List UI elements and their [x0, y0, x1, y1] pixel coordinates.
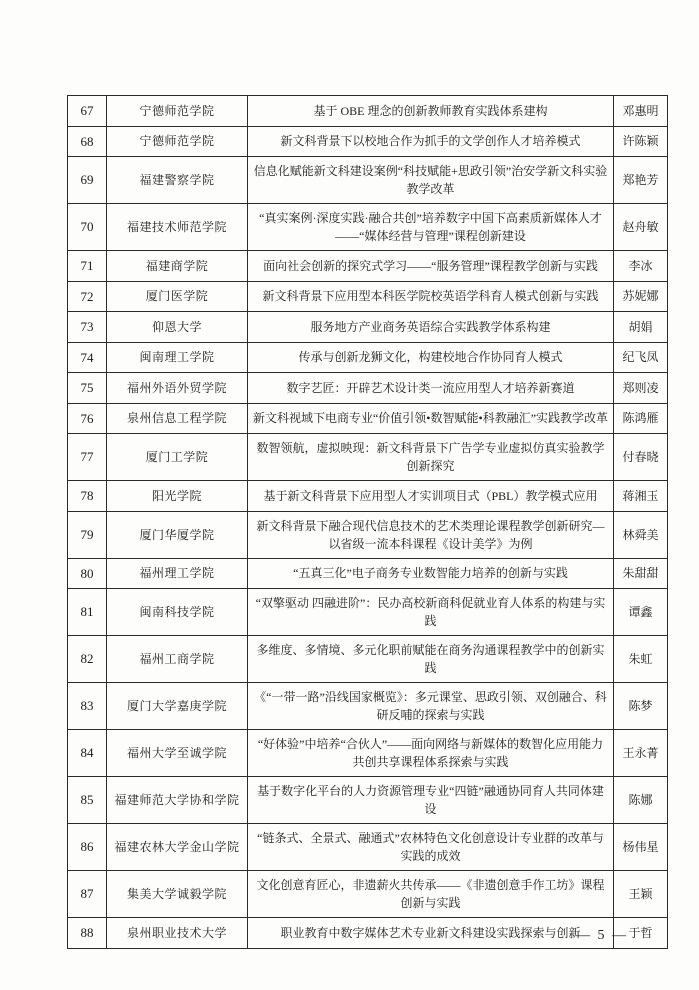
institution-cell: 福建师范大学协和学院 [107, 777, 248, 824]
row-number-cell: 70 [68, 204, 107, 251]
person-name-cell: 王永菁 [614, 730, 668, 777]
institution-cell: 仰恩大学 [107, 312, 248, 343]
project-title-cell: 面向社会创新的探究式学习——“服务管理”课程教学创新与实践 [248, 251, 614, 282]
person-name-cell: 朱虹 [614, 636, 668, 683]
project-title-cell: 传承与创新龙狮文化，构建校地合作协同育人模式 [248, 342, 614, 373]
project-title-cell: “链条式、全景式、融通式”农林特色文化创意设计专业群的改革与实践的成效 [248, 824, 614, 871]
row-number-cell: 79 [68, 511, 107, 558]
row-number-cell: 73 [68, 312, 107, 343]
project-title-cell: 新文科背景下应用型本科医学院校英语学科育人模式创新与实践 [248, 281, 614, 312]
institution-cell: 福州理工学院 [107, 558, 248, 589]
row-number-cell: 85 [68, 777, 107, 824]
institution-cell: 厦门大学嘉庚学院 [107, 683, 248, 730]
row-number-cell: 86 [68, 824, 107, 871]
person-name-cell: 陈娜 [614, 777, 668, 824]
table-row [68, 589, 668, 636]
institution-cell: 厦门医学院 [107, 281, 248, 312]
person-name-cell: 纪飞凤 [614, 342, 668, 373]
person-name-cell: 朱甜甜 [614, 558, 668, 589]
row-number-cell: 77 [68, 434, 107, 481]
institution-cell: 福建技术师范学院 [107, 204, 248, 251]
institution-cell: 闽南科技学院 [107, 589, 248, 636]
project-title-cell: 数智领航，虚拟映现：新文科背景下广告学专业虚拟仿真实验教学创新探究 [248, 434, 614, 481]
project-title-cell: 新文科背景下以校地合作为抓手的文学创作人才培养模式 [248, 126, 614, 157]
table-row [68, 683, 668, 730]
project-list-table [67, 95, 668, 949]
row-number-cell: 82 [68, 636, 107, 683]
table-row [68, 511, 668, 558]
project-title-cell: 基于 OBE 理念的创新教师教育实践体系建构 [248, 96, 614, 127]
institution-cell: 集美大学诚毅学院 [107, 871, 248, 918]
institution-cell: 福州大学至诚学院 [107, 730, 248, 777]
person-name-cell: 王颖 [614, 871, 668, 918]
person-name-cell: 陈鸿雁 [614, 403, 668, 434]
table-row [68, 373, 668, 404]
row-number-cell: 83 [68, 683, 107, 730]
row-number-cell: 69 [68, 157, 107, 204]
person-name-cell: 杨伟星 [614, 824, 668, 871]
row-number-cell: 76 [68, 403, 107, 434]
project-title-cell: “双擎驱动 四融进阶”：民办高校新商科促就业育人体系的构建与实践 [248, 589, 614, 636]
person-name-cell: 蒋湘玉 [614, 481, 668, 512]
table-row [68, 251, 668, 282]
institution-cell: 福建农林大学金山学院 [107, 824, 248, 871]
institution-cell: 阳光学院 [107, 481, 248, 512]
table-row [68, 777, 668, 824]
person-name-cell: 林舜美 [614, 511, 668, 558]
row-number-cell: 72 [68, 281, 107, 312]
person-name-cell: 赵舟敏 [614, 204, 668, 251]
institution-cell: 厦门华厦学院 [107, 511, 248, 558]
person-name-cell: 陈梦 [614, 683, 668, 730]
project-title-cell: 新文科背景下融合现代信息技术的艺术类理论课程教学创新研究—以省级一流本科课程《设计美学》为例 [248, 511, 614, 558]
row-number-cell: 67 [68, 96, 107, 127]
table-body [68, 96, 668, 949]
table-row [68, 871, 668, 918]
person-name-cell: 李冰 [614, 251, 668, 282]
table-row [68, 204, 668, 251]
institution-cell: 福州工商学院 [107, 636, 248, 683]
row-number-cell: 78 [68, 481, 107, 512]
project-title-cell: 多维度、多情境、多元化职前赋能在商务沟通课程教学中的创新实践 [248, 636, 614, 683]
table-row [68, 126, 668, 157]
table-row [68, 403, 668, 434]
table-row [68, 157, 668, 204]
institution-cell: 福建商学院 [107, 251, 248, 282]
institution-cell: 泉州信息工程学院 [107, 403, 248, 434]
row-number-cell: 87 [68, 871, 107, 918]
project-title-cell: 基于数字化平台的人力资源管理专业“四链”融通协同育人共同体建设 [248, 777, 614, 824]
person-name-cell: 胡娟 [614, 312, 668, 343]
project-title-cell: 基于新文科背景下应用型人才实训项目式（PBL）教学模式应用 [248, 481, 614, 512]
institution-cell: 闽南理工学院 [107, 342, 248, 373]
project-title-cell: 新文科视域下电商专业“价值引领•数智赋能•科教融汇”实践教学改革 [248, 403, 614, 434]
project-title-cell: 数字艺匠：开辟艺术设计类一流应用型人才培养新赛道 [248, 373, 614, 404]
row-number-cell: 68 [68, 126, 107, 157]
project-title-cell: “五真三化”电子商务专业数智能力培养的创新与实践 [248, 558, 614, 589]
person-name-cell: 许陈颖 [614, 126, 668, 157]
project-title-cell: 职业教育中数字媒体艺术专业新文科建设实践探索与创新 [248, 918, 614, 949]
person-name-cell: 谭鑫 [614, 589, 668, 636]
table-row [68, 730, 668, 777]
institution-cell: 福建警察学院 [107, 157, 248, 204]
institution-cell: 泉州职业技术大学 [107, 918, 248, 949]
project-title-cell: “好体验”中培养“合伙人”——面向网络与新媒体的数智化应用能力共创共享课程体系探索与实践 [248, 730, 614, 777]
institution-cell: 宁德师范学院 [107, 126, 248, 157]
table-row [68, 96, 668, 127]
table-row [68, 481, 668, 512]
row-number-cell: 84 [68, 730, 107, 777]
project-title-cell: “真实案例·深度实践·融合共创”培养数字中国下高素质新媒体人才——“媒体经营与管理”课程创新建设 [248, 204, 614, 251]
table-row [68, 281, 668, 312]
table-row [68, 824, 668, 871]
person-name-cell: 于哲 [614, 918, 668, 949]
institution-cell: 宁德师范学院 [107, 96, 248, 127]
person-name-cell: 付春晓 [614, 434, 668, 481]
project-title-cell: 文化创意育匠心，非遗薪火共传承——《非遗创意手作工坊》课程创新与实践 [248, 871, 614, 918]
table-row [68, 434, 668, 481]
institution-cell: 厦门工学院 [107, 434, 248, 481]
institution-cell: 福州外语外贸学院 [107, 373, 248, 404]
project-title-cell: 信息化赋能新文科建设案例“科技赋能+思政引领”治安学新文科实验教学改革 [248, 157, 614, 204]
person-name-cell: 苏妮娜 [614, 281, 668, 312]
table-row [68, 636, 668, 683]
row-number-cell: 75 [68, 373, 107, 404]
person-name-cell: 邓惠明 [614, 96, 668, 127]
project-title-cell: 《“一带一路”沿线国家概览》：多元课堂、思政引领、双创融合、科研反哺的探索与实践 [248, 683, 614, 730]
person-name-cell: 郑艳芳 [614, 157, 668, 204]
row-number-cell: 71 [68, 251, 107, 282]
person-name-cell: 郑则凌 [614, 373, 668, 404]
row-number-cell: 88 [68, 918, 107, 949]
page-number: — 5 — [576, 928, 628, 943]
row-number-cell: 74 [68, 342, 107, 373]
table-row [68, 558, 668, 589]
project-title-cell: 服务地方产业商务英语综合实践教学体系构建 [248, 312, 614, 343]
table-row [68, 342, 668, 373]
row-number-cell: 81 [68, 589, 107, 636]
table-row [68, 312, 668, 343]
row-number-cell: 80 [68, 558, 107, 589]
